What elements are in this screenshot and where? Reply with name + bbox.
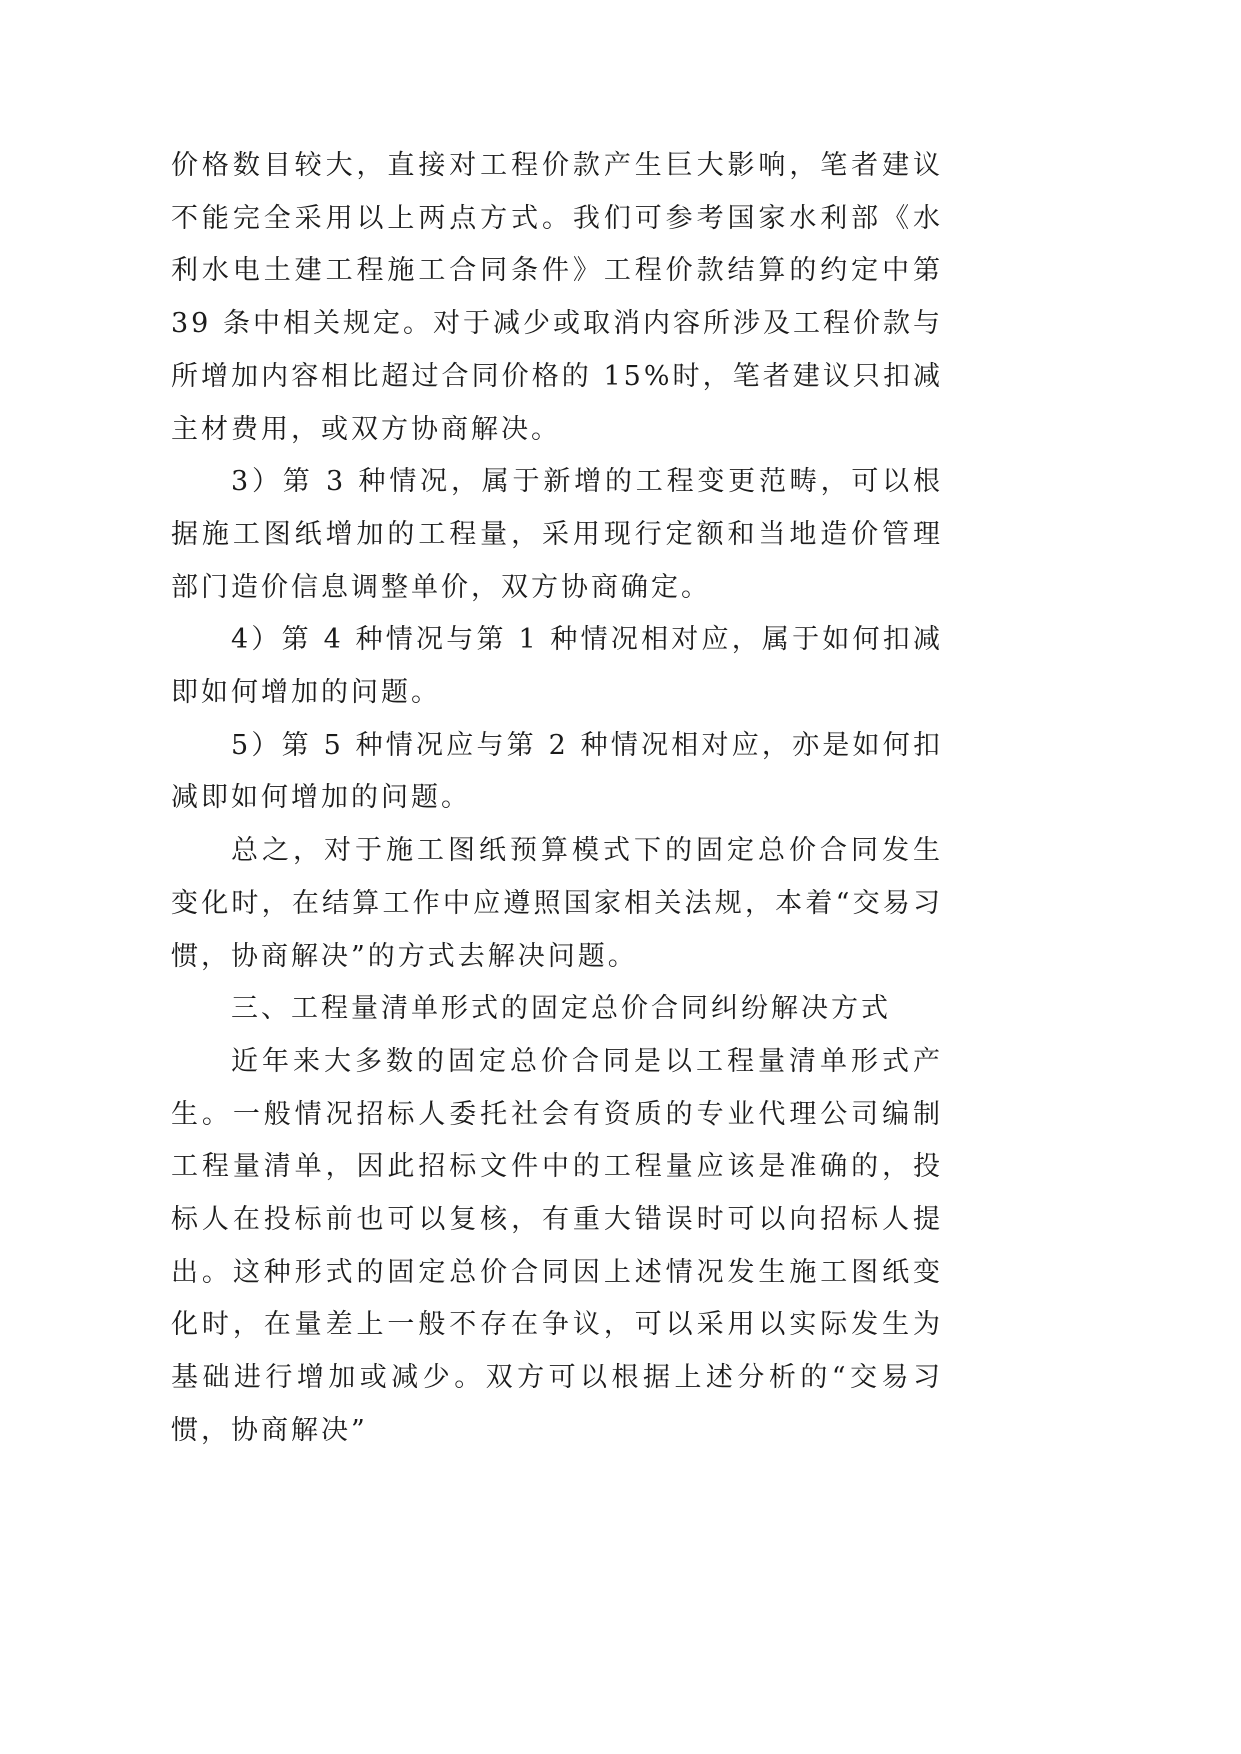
paragraph-case-5: 5）第 5 种情况应与第 2 种情况相对应，亦是如何扣减即如何增加的问题。 [171,729,943,814]
paragraph-section-3-body: 近年来大多数的固定总价合同是以工程量清单形式产生。一般情况招标人委托社会有资质的专业代理公司编制工程量清单，因此招标文件中的工程量应该是准确的，投标人在投标前也可以复核，有重大错误时可以向招标人提出。这种形式的固定总价合同因上述情况发生施工图纸变化时，在量差上一般不存在争议，可以采用以实际发生为基础进行增加或减少。双方可以根据上述分析的“交易习惯，协商解决” [171,1045,943,1446]
document-page [171,140,943,1458]
paragraph-case-4: 4）第 4 种情况与第 1 种情况相对应，属于如何扣减即如何增加的问题。 [171,624,943,709]
paragraph-continuation: 价格数目较大，直接对工程价款产生巨大影响，笔者建议不能完全采用以上两点方式。我们可参考国家水利部《水利水电土建工程施工合同条件》工程价款结算的约定中第 39 条中相关规定。对于减少或取消内容所涉及工程价款与所增加内容相比超过合同价格的 15%时，笔者建议只扣减主材费用，或双方协商解决。 [171,150,943,445]
paragraph-case-3: 3）第 3 种情况，属于新增的工程变更范畴，可以根据施工图纸增加的工程量，采用现行定额和当地造价管理部门造价信息调整单价，双方协商确定。 [171,466,943,603]
paragraph-summary: 总之，对于施工图纸预算模式下的固定总价合同发生变化时，在结算工作中应遵照国家相关法规，本着“交易习惯，协商解决”的方式去解决问题。 [171,835,943,972]
section-heading-3: 三、工程量清单形式的固定总价合同纠纷解决方式 [231,993,891,1025]
